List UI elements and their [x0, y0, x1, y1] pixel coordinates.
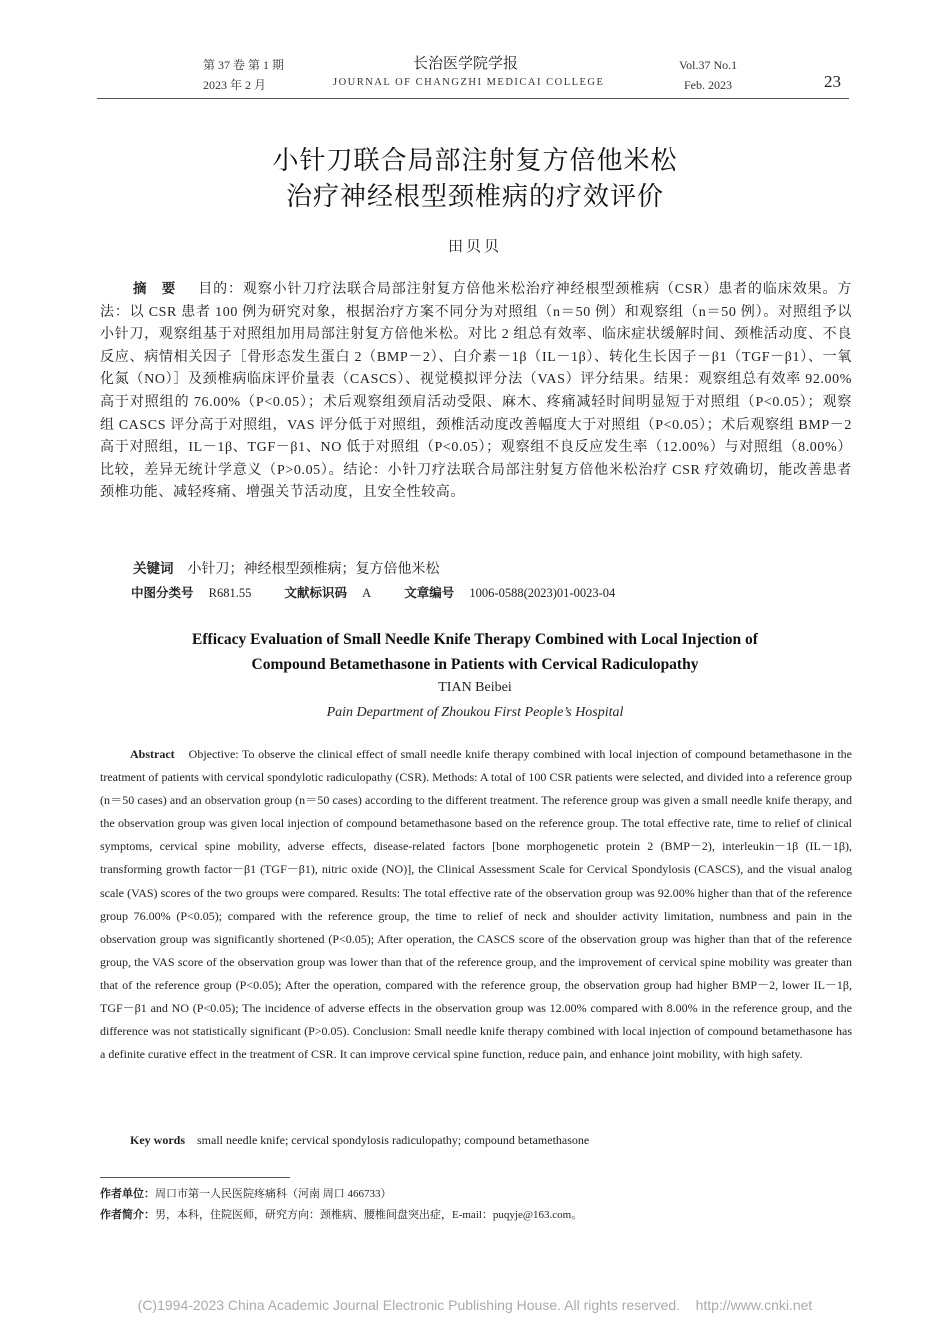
article-number-label: 文章编号	[404, 585, 455, 600]
keywords-cn-text: 小针刀；神经根型颈椎病；复方倍他米松	[187, 562, 440, 577]
keywords-en	[130, 1133, 589, 1148]
title-cn-line2: 治疗神经根型颈椎病的疗效评价	[285, 182, 664, 211]
footnote-rule	[100, 1177, 290, 1178]
abstract-en	[100, 743, 852, 1066]
classification-line	[131, 583, 615, 601]
article-number-value: 1006-0588(2023)01-0023-04	[469, 586, 616, 600]
footnote-bio-text: 男，本科，住院医师，研究方向：颈椎病、腰椎间盘突出症，E-mail：puqyje@163.com。	[155, 1209, 583, 1221]
copyright-footer: (C)1994-2023 China Academic Journal Electronic Publishing House. All rights reserved. http://www.cnki.net	[137, 1297, 813, 1313]
abstract-en-text: Objective: To observe the clinical effect of small needle knife therapy combined with local injection of compound betamethasone in the treatment of patients with cervical spondylotic radiculopathy (CSR). Methods: A total of 100 CSR patients were selected, and divided into a reference group (n＝50 cases) and an observation group (n＝50 cases) according to the different treatment. The reference group was given a small needle knife therapy, and the observation group was given local injection of compound betamethasone based on the reference group. The total effective rate, time to relief of clinical symptoms, cervical spine mobility, adverse effects, disease-related factors [bone morphogenetic protein 2 (BMP－2), interleukin－1β (IL－1β), transforming growth factor－β1 (TGF－β1), nitric oxide (NO)], the Clinical Assessment Scale for Cervical Spondylosis (CASCS), and the visual analog scale (VAS) scores of the two groups were compared. Results: The total effective rate of the observation group was 92.00% higher than that of the reference group 76.00% (P<0.05); compared with the reference group, the time to relief of neck and shoulder activity limitation, numbness and pain in the observation group was significantly shortened (P<0.05); After operation, the CASCS score of the observation group was higher than that of the reference group, the VAS score of the observation group was lower than that of the reference group, and the improvement of cervical spine mobility was greater than that of the reference group (P<0.05); After the operation, compared with the reference group, the observation group had higher BMP－2, lower IL－1β, TGF－β1 and NO (P<0.05); The incidence of adverse effects in the observation group was 12.00% compared with 8.00% in the reference group, and the difference was not statistically significant (P>0.05). Conclusion: Small needle knife therapy combined with local injection of compound betamethasone has a definite curative effect in the treatment of CSR. It can improve cervical spine function, reduce pain, and enhance joint mobility, with high safety.	[100, 747, 852, 1062]
footnote-unit-label: 作者单位：	[100, 1187, 155, 1200]
keywords-cn-label: 关键词	[133, 561, 174, 577]
keywords-en-label: Key words	[130, 1133, 185, 1147]
author-en: TIAN Beibei	[438, 680, 512, 695]
header-date-cn: 2023 年 2 月	[203, 78, 267, 92]
header-volume-cn: 第 37 卷 第 1 期	[203, 58, 285, 72]
title-cn-line1: 小针刀联合局部注射复方倍他米松	[272, 146, 678, 175]
abstract-en-label: Abstract	[130, 747, 175, 761]
footnote-bio	[100, 1206, 582, 1222]
abstract-cn	[100, 278, 852, 505]
clc-label: 中图分类号	[131, 585, 194, 600]
header-volume-en: Vol.37 No.1	[679, 58, 738, 72]
footnote-bio-label: 作者简介：	[100, 1208, 155, 1221]
doc-code-value: A	[362, 586, 372, 600]
title-en-line2: Compound Betamethasone in Patients with Cervical Radiculopathy	[251, 656, 699, 673]
footnote-unit	[100, 1185, 392, 1201]
title-en-line1: Efficacy Evaluation of Small Needle Knife Therapy Combined with Local Injection of	[192, 631, 758, 648]
abstract-cn-label: 摘 要	[133, 281, 177, 297]
header-date-en: Feb. 2023	[684, 78, 732, 92]
abstract-cn-text: 目的：观察小针刀疗法联合局部注射复方倍他米松治疗神经根型颈椎病（CSR）患者的临床效果。方法：以 CSR 患者 100 例为研究对象，根据治疗方案不同分为对照组（n＝50 例）和观察组（n＝50 例）。对照组予以小针刀，观察组基于对照组加用局部注射复方倍他米松。对比 2 组总有效率、临床症状缓解时间、颈椎活动度、不良反应、病情相关因子［骨形态发生蛋白 2（BMP－2）、白介素－1β（IL－1β）、转化生长因子－β1（TGF－β1）、一氧化氮（NO）］及颈椎病临床评价量表（CASCS）、视觉模拟评分法（VAS）评分结果。结果：观察组总有效率 92.00%高于对照组的 76.00%（P<0.05）；术后观察组颈肩活动受限、麻木、疼痛减轻时间明显短于对照组（P<0.05）；观察组 CASCS 评分高于对照组，VAS 评分低于对照组，颈椎活动度改善幅度大于对照组（P<0.05）；术后观察组 BMP－2 高于对照组，IL－1β、TGF－β1、NO 低于对照组（P<0.05）；观察组不良反应发生率（12.00%）与对照组（8.00%）比较，差异无统计学意义（P>0.05）。结论：小针刀疗法联合局部注射复方倍他米松治疗 CSR 疗效确切，能改善患者颈椎功能、减轻疼痛、增强关节活动度，且安全性较高。	[100, 282, 852, 501]
keywords-cn	[133, 557, 440, 578]
header-rule	[97, 98, 849, 99]
keywords-en-text: small needle knife; cervical spondylosis radiculopathy; compound betamethasone	[197, 1133, 590, 1147]
doc-code-label: 文献标识码	[284, 585, 347, 600]
affiliation-en: Pain Department of Zhoukou First People’s Hospital	[326, 705, 624, 720]
page-number: 23	[824, 72, 841, 91]
clc-value: R681.55	[208, 586, 252, 600]
author-cn: 田贝贝	[447, 239, 502, 255]
header-journal-en: JOURNAL OF CHANGZHI MEDICAI COLLEGE	[333, 77, 605, 88]
footnote-unit-text: 周口市第一人民医院疼痛科（河南 周口 466733）	[155, 1188, 392, 1200]
header-journal-cn: 长治医学院学报	[413, 56, 519, 72]
